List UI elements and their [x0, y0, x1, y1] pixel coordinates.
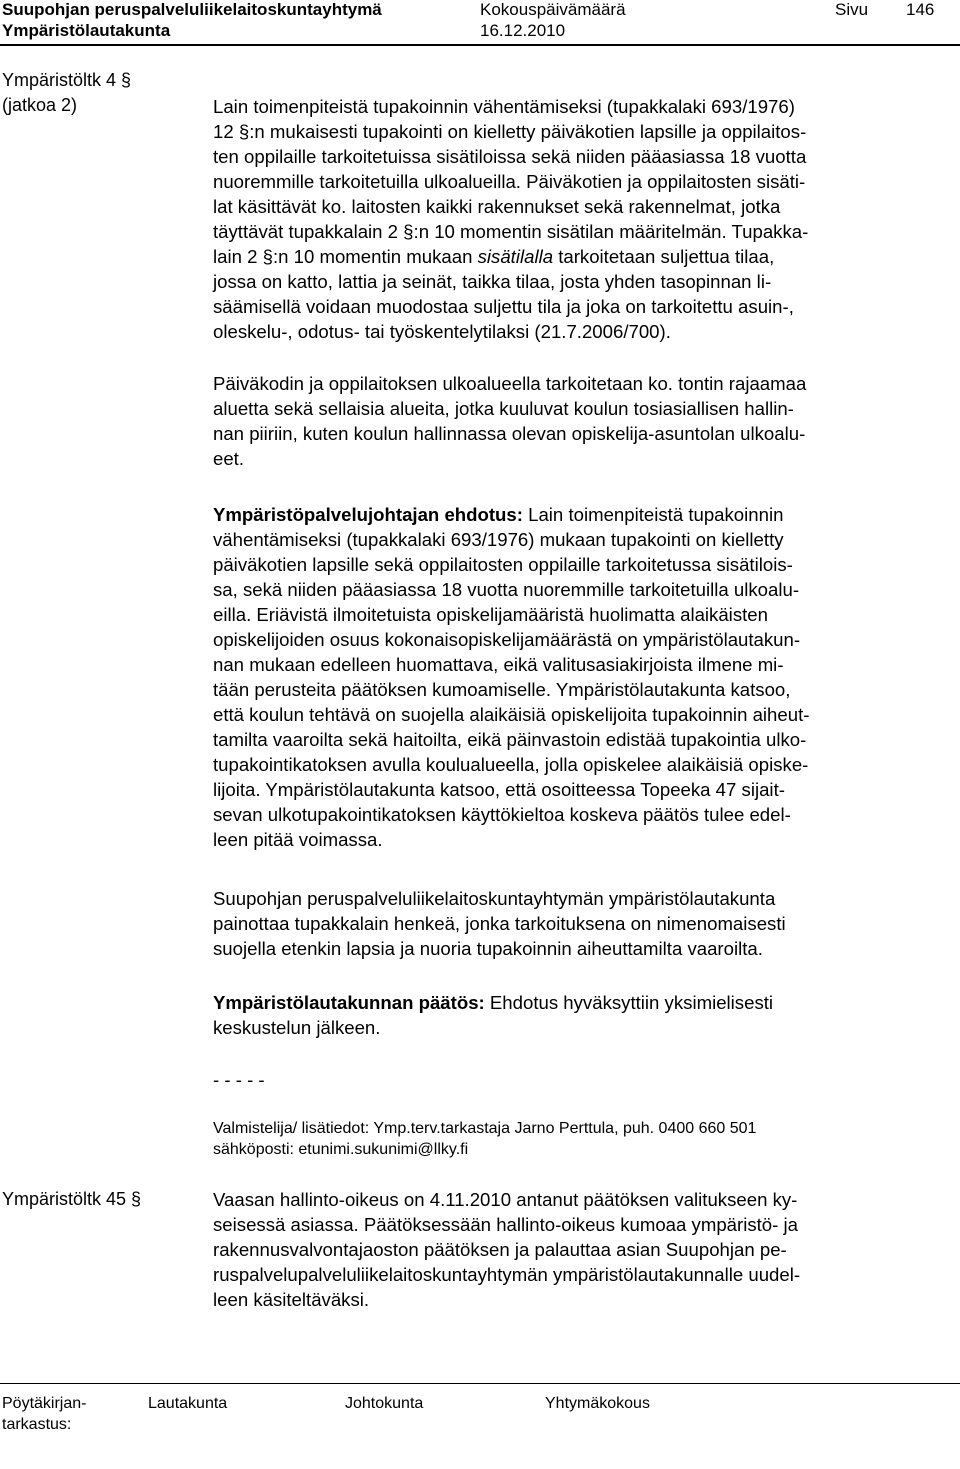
text-line: jossa on katto, lattia ja seinät, taikka tilaa, josta yhden tasopinnan li- — [213, 271, 772, 292]
text-line: ten oppilaille tarkoitetuissa sisätiloissa sekä niiden pääasiassa 18 vuotta — [213, 146, 807, 167]
text-line: painottaa tupakkalain henkeä, jonka tarkoituksena on nimenomaisesti — [213, 913, 786, 934]
text-fragment: lain 2 §:n 10 momentin mukaan — [213, 246, 478, 267]
text-fragment: tarkoitetaan suljettua tilaa, — [553, 246, 775, 267]
header-page-label: Sivu — [835, 0, 869, 19]
text-line: päiväkotien lapsille sekä oppilaitosten oppilaille tarkoitetussa sisätilois- — [213, 554, 793, 575]
paragraph-law — [213, 94, 943, 344]
header-date: 16.12.2010 — [480, 21, 566, 40]
text-line: opiskelijoiden osuus kokonaisopiskelijamäärästä on ympäristölautakun- — [213, 629, 801, 650]
text-line: keskustelun jälkeen. — [213, 1017, 381, 1038]
text-line: eilla. Eriävistä ilmoitetuista opiskelijamääristä huolimatta alaikäisten — [213, 604, 768, 625]
text-line: sa, sekä niiden pääasiassa 18 vuotta nuoremmille tarkoitetuilla ulkoalu- — [213, 579, 800, 600]
text-line: leen pitää voimassa. — [213, 829, 383, 850]
text-line: tupakointikatoksen avulla koulualueella, jolla opiskelee alaikäisiä opiske- — [213, 754, 809, 775]
text-line: suojella etenkin lapsia ja nuoria tupakoinnin aiheuttamilta vaaroilta. — [213, 938, 763, 959]
header-page-number: 146 — [906, 0, 935, 19]
footer-rule — [0, 1383, 960, 1384]
section-label: Ympäristöltk 45 § — [2, 1189, 142, 1209]
text-line: vähentämiseksi (tupakkalaki 693/1976) mukaan tupakointi on kielletty — [213, 529, 784, 550]
paragraph-proposal — [213, 502, 943, 852]
header-date-label: Kokouspäivämäärä — [480, 0, 626, 19]
text-line: Lain toimenpiteistä tupakoinnin vähentämiseksi (tupakkalaki 693/1976) — [213, 96, 795, 117]
footer-board: Lautakunta — [148, 1395, 228, 1412]
text-line: nan piiriin, kuten koulun hallinnassa olevan opiskelija-asuntolan ulkoalu- — [213, 423, 806, 444]
section-label: Ympäristöltk 4 § — [2, 70, 132, 90]
paragraph-decision — [213, 990, 943, 1040]
text-line: oleskelu-, odotus- tai työskentelytilaksi (21.7.2006/700). — [213, 321, 671, 342]
separator: - - - - - — [213, 1069, 265, 1090]
footer-review-label-cont: tarkastus: — [2, 1416, 72, 1433]
text-fragment: Ehdotus hyväksyttiin yksimielisesti — [484, 992, 774, 1013]
text-line — [213, 244, 943, 269]
paragraph-outdoor-area — [213, 371, 943, 471]
text-line: säämisellä voidaan muodostaa suljettu tila ja joka on tarkoitettu asuin-, — [213, 296, 794, 317]
text-line: lat käsittävät ko. laitosten kaikki rakennukset sekä rakennelmat, jotka — [213, 196, 781, 217]
footer-review-label: Pöytäkirjan- — [2, 1395, 87, 1412]
header-body: Ympäristölautakunta — [2, 21, 171, 40]
text-line: tään perusteita päätöksen kumoamiselle. Ympäristölautakunta katsoo, — [213, 679, 791, 700]
text-line: Vaasan hallinto-oikeus on 4.11.2010 antanut päätöksen valitukseen ky- — [213, 1189, 798, 1210]
paragraph-emphasis — [213, 886, 943, 961]
text-line: nuoremmille tarkoitetuilla ulkoalueilla. Päiväkotien ja oppilaitosten sisäti- — [213, 171, 806, 192]
text-line: 12 §:n mukaisesti tupakointi on kielletty päiväkotien lapsille ja oppilaitos- — [213, 121, 807, 142]
text-line: aluetta sekä sellaisia alueita, jotka kuuluvat koulun tosiasiallisen hallin- — [213, 398, 794, 419]
preparer-email: sähköposti: etunimi.sukunimi@llky.fi — [213, 1141, 469, 1158]
text-line: nan mukaan edelleen huomattava, eikä valitusasiakirjoista ilmene mi- — [213, 654, 784, 675]
text-line: Päiväkodin ja oppilaitoksen ulkoalueella tarkoitetaan ko. tontin rajaamaa — [213, 373, 807, 394]
text-line: täyttävät tupakkalain 2 §:n 10 momentin sisätilan määritelmän. Tupakka- — [213, 221, 809, 242]
text-line: sevan ulkotupakointikatoksen käyttökieltoa koskeva päätös tulee edel- — [213, 804, 791, 825]
text-line — [213, 990, 943, 1015]
proposal-heading: Ympäristöpalvelujohtajan ehdotus: — [213, 504, 523, 525]
italic-term: sisätilalla — [477, 246, 554, 267]
decision-heading: Ympäristölautakunnan päätös: — [213, 992, 485, 1013]
text-line: leen käsiteltäväksi. — [213, 1289, 370, 1310]
section-continuation-label: (jatkoa 2) — [2, 95, 78, 115]
text-line: että koulun tehtävä on suojella alaikäisiä opiskelijoita tupakoinnin aiheut- — [213, 704, 810, 725]
text-line: tamilta vaaroilta sekä haitoilta, eikä päinvastoin edistää tupakointia ulko- — [213, 729, 807, 750]
text-fragment: Lain toimenpiteistä tupakoinnin — [522, 504, 784, 525]
footer-management-board: Johtokunta — [345, 1395, 424, 1412]
text-line: seisessä asiassa. Päätöksessään hallinto-oikeus kumoaa ympäristö- ja — [213, 1214, 798, 1235]
text-line: rakennusvalvontajaoston päätöksen ja palauttaa asian Suupohjan pe- — [213, 1239, 787, 1260]
footer-federation-meeting: Yhtymäkokous — [545, 1395, 650, 1412]
header-rule — [0, 44, 960, 46]
text-line: lijoita. Ympäristölautakunta katsoo, että osoitteessa Topeeka 47 sijait- — [213, 779, 785, 800]
paragraph-court-decision — [213, 1187, 943, 1312]
text-line: ruspalvelupalveluliikelaitoskuntayhtymän ympäristölautakunnalle uudel- — [213, 1264, 801, 1285]
preparer-info: Valmistelija/ lisätiedot: Ymp.terv.tarkastaja Jarno Perttula, puh. 0400 660 501 — [213, 1120, 757, 1137]
text-line: Suupohjan peruspalveluliikelaitoskuntayhtymän ympäristölautakunta — [213, 888, 776, 909]
header-org: Suupohjan peruspalveluliikelaitoskuntayhtymä — [2, 0, 382, 19]
text-line: eet. — [213, 448, 245, 469]
text-line — [213, 502, 943, 527]
